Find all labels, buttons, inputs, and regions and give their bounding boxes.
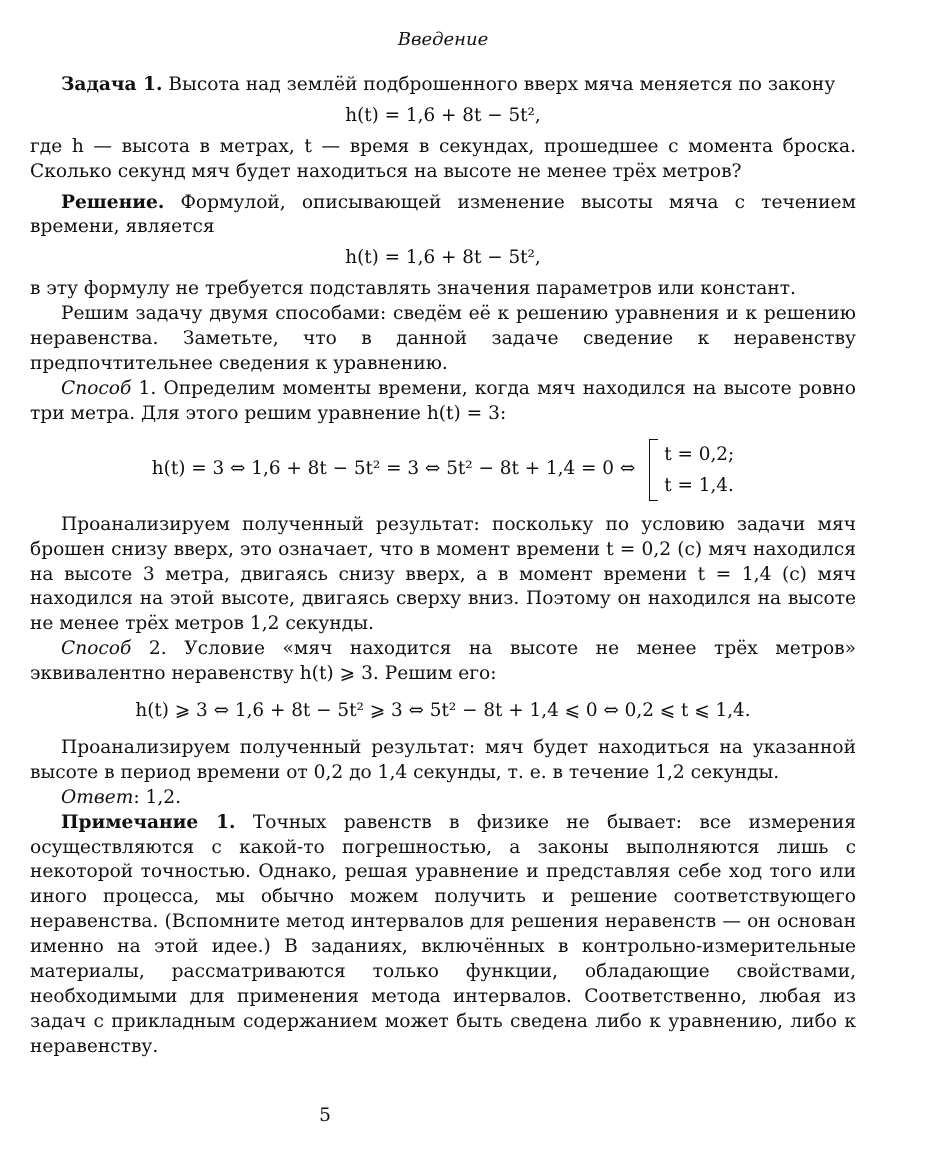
cases-bracket xyxy=(649,439,658,501)
method2-label: Способ xyxy=(61,638,132,660)
method2-analysis: Проанализируем полученный результат: мяч будет находиться на указанной высоте в период времени от 0,2 до 1,4 секунды, т. е. в течение 1,2 секунды. xyxy=(30,736,856,783)
cases-block xyxy=(649,439,734,501)
method1-text: Определим моменты времени, когда мяч находился на высоте ровно три метра. Для этого решим уравнение h(t) = 3: xyxy=(30,377,856,424)
page-number: 5 xyxy=(319,1105,331,1126)
method2-paragraph xyxy=(30,637,856,687)
answer-label: Ответ xyxy=(61,786,134,808)
method2-equation: h(t) ⩾ 3 ⇔ 1,6 + 8t − 5t² ⩾ 3 ⇔ 5t² − 8t + 1,4 ⩽ 0 ⇔ 0,2 ⩽ t ⩽ 1,4. xyxy=(135,700,751,722)
case-2: t = 1,4. xyxy=(664,474,734,496)
solution-text: Формулой, описывающей изменение высоты мяча с течением времени, является xyxy=(30,191,856,238)
solution-formula: h(t) = 1,6 + 8t − 5t², xyxy=(345,247,541,269)
running-header: Введение xyxy=(397,29,489,50)
method1-label: Способ xyxy=(61,377,132,399)
task-formula: h(t) = 1,6 + 8t − 5t², xyxy=(345,104,541,126)
method1-num: 1. xyxy=(138,377,157,399)
method1-equation xyxy=(30,439,856,501)
method1-paragraph xyxy=(30,377,856,427)
method2-text: Условие «мяч находится на высоте не менее трёх метров» эквивалентно неравенству h(t) ⩾ 3. Решим его: xyxy=(30,638,856,685)
answer-value: : 1,2. xyxy=(133,786,181,808)
method1-analysis: Проанализируем полученный результат: поскольку по условию задачи мяч брошен снизу вверх, это означает, что в момент времени t = 0,2 (с) мяч находился на высоте 3 метра, двигаясь снизу вверх, а в момент времени t = 1,4 (с) мяч находился на этой высоте, двигаясь сверху вниз. Поэтому он находился на высоте не менее трёх метров 1,2 секунды. xyxy=(30,513,856,635)
task-after: где h — высота в метрах, t — время в секундах, прошедшее с момента броска. Сколько секунд мяч будет находиться на высоте не менее трёх метров? xyxy=(30,135,856,182)
page-content xyxy=(30,28,856,1060)
solution-p2: Решим задачу двумя способами: сведём её к решению уравнения и к решению неравенства. Заметьте, что в данной задаче сведение к неравенству предпочтительнее сведения к уравнению. xyxy=(30,303,856,374)
note-label: Примечание 1. xyxy=(61,811,236,833)
solution-paragraph xyxy=(30,191,856,241)
task-paragraph xyxy=(30,73,856,98)
note-paragraph xyxy=(30,811,856,1060)
solution-label: Решение. xyxy=(61,191,165,213)
method1-eq-part1: h(t) = 3 ⇔ 1,6 + 8t − 5t² = 3 ⇔ 5t² − 8t + 1,4 = 0 ⇔ xyxy=(151,458,636,480)
task-text: Высота над землёй подброшенного вверх мяча меняется по закону xyxy=(168,73,836,95)
note-text: Точных равенств в физике не бывает: все измерения осуществляются с какой-то погрешностью, а законы выполняются лишь с некоторой точностью. Однако, решая уравнение и представляя себе ход того или иного процесса, мы обычно можем получить и решение соответствующего неравенства. (Вспомните метод интервалов для решения неравенств — он основан именно на этой идее.) В заданиях, включённых в контрольно-измерительные материалы, рассматриваются только функции, обладающие свойствами, необходимыми для применения метода интервалов. Соответственно, любая из задач с прикладным содержанием может быть сведена либо к уравнению, либо к неравенству. xyxy=(30,811,857,1057)
case-1: t = 0,2; xyxy=(664,443,735,465)
answer-paragraph xyxy=(30,786,856,811)
task-label: Задача 1. xyxy=(61,73,163,95)
solution-after: в эту формулу не требуется подставлять значения параметров или констант. xyxy=(30,278,796,300)
method2-num: 2. xyxy=(148,638,167,660)
